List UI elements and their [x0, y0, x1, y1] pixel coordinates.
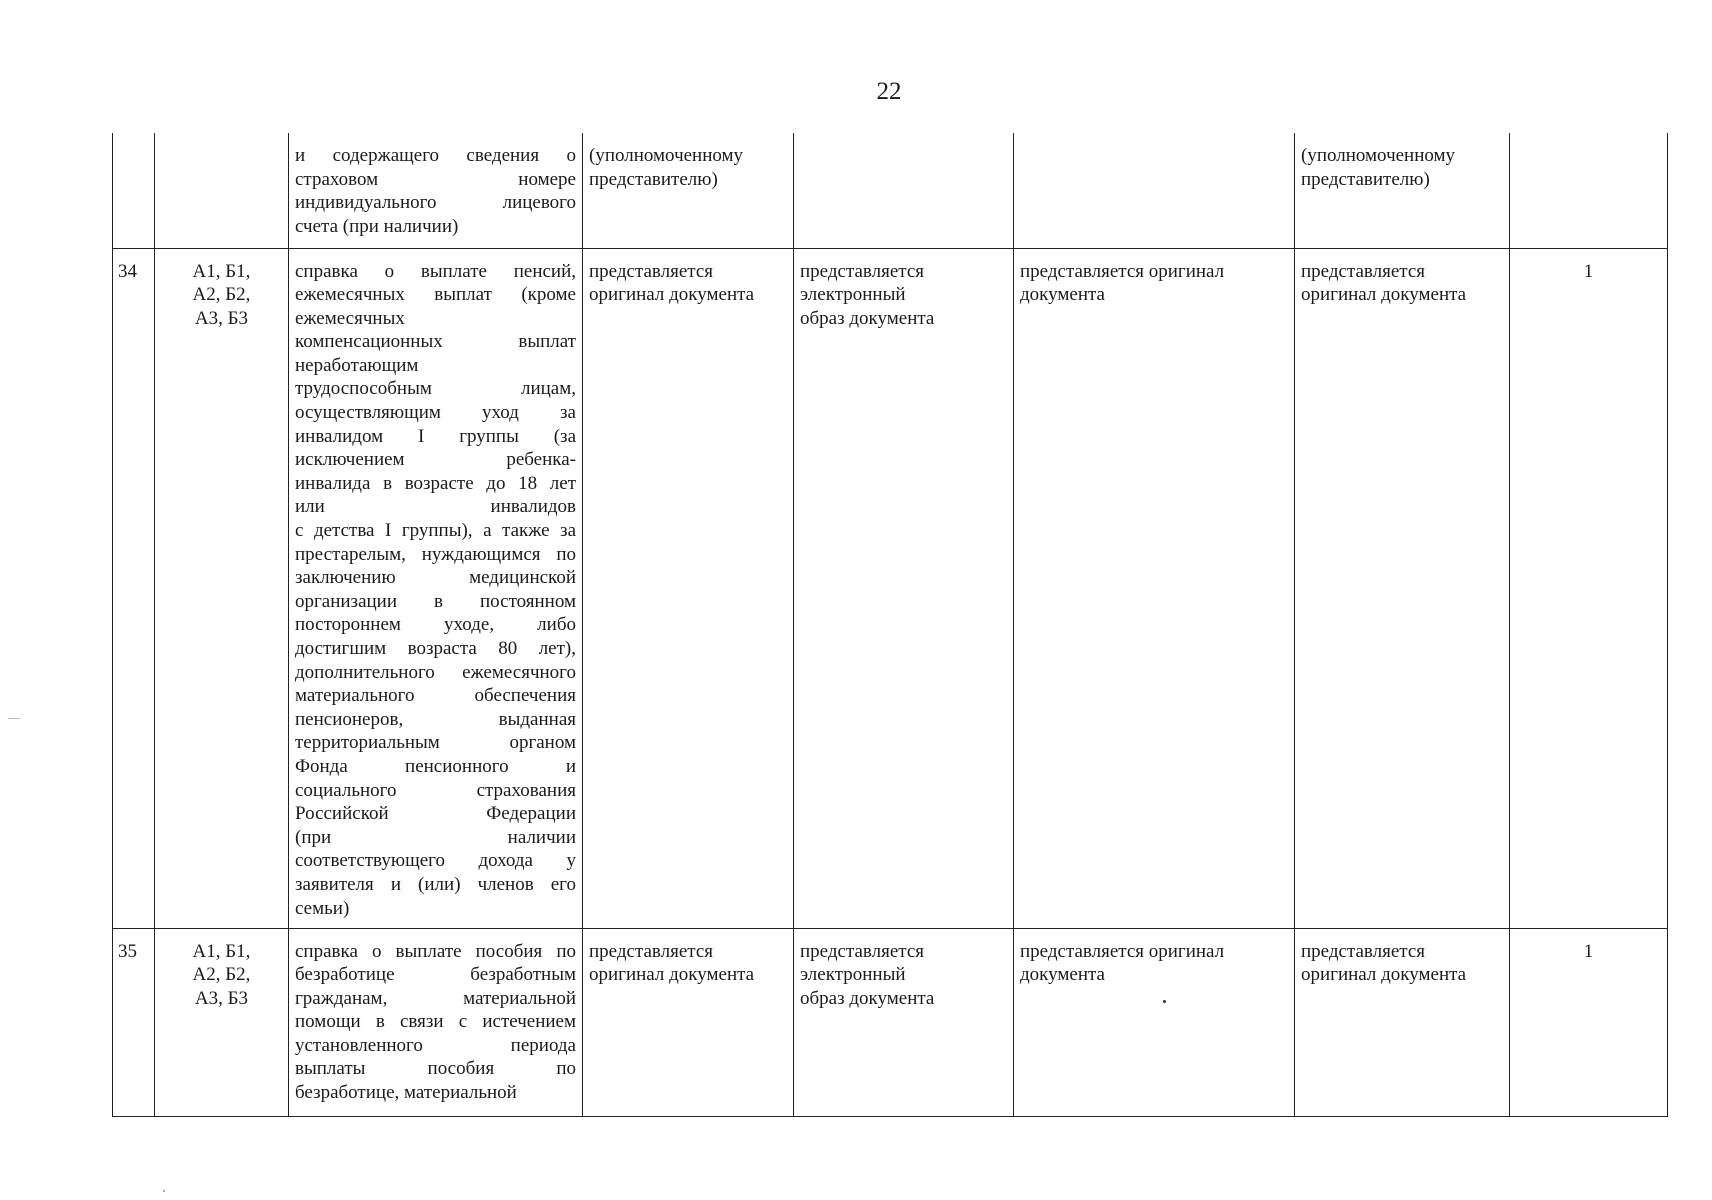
cell-line: территориальным органом: [295, 732, 576, 754]
cell-line: А2, Б2,: [192, 284, 251, 306]
cell-line: документа: [1020, 964, 1105, 986]
cell-line: (уполномоченному: [589, 145, 744, 166]
category-cell: [155, 248, 289, 928]
cell-line: установленного периода: [295, 1034, 576, 1056]
cell-line: представляется: [589, 940, 714, 962]
cell-line: документа: [1020, 284, 1105, 306]
cell-line: представляется: [800, 940, 925, 962]
scan-speck: [163, 1190, 165, 1192]
description-cell: [289, 133, 583, 248]
cell-line: заключению медицинской: [295, 567, 576, 589]
cell-line: достигшим возраста 80 лет),: [295, 638, 576, 659]
quantity-cell: [1510, 928, 1668, 1116]
submission-electronic-cell: [794, 928, 1014, 1116]
cell-line: компенсационных выплат: [295, 331, 576, 353]
cell-line: помощи в связи с истечением: [295, 1011, 576, 1033]
category-cell: [155, 133, 289, 248]
quantity-value: 1: [1583, 940, 1594, 962]
cell-line: оригинал документа: [1301, 964, 1467, 986]
cell-line: престарелым, нуждающимся по: [295, 543, 576, 565]
description-cell: [289, 928, 583, 1116]
cell-line: справка о выплате пенсий,: [295, 260, 576, 282]
cell-line: инвалидом I группы (за: [295, 425, 576, 447]
document-table: [112, 133, 1668, 1117]
cell-line: А3, Б3: [194, 307, 249, 329]
submission-return-cell: [1295, 248, 1510, 928]
cell-line: образ документа: [800, 307, 935, 329]
cell-line: А3, Б3: [194, 987, 249, 1009]
cell-line: пенсионеров, выданная: [295, 708, 576, 730]
cell-line: представителю): [1301, 168, 1430, 190]
cell-line: безработице, материальной: [295, 1082, 517, 1104]
cell-line: Фонда пенсионного и: [295, 755, 576, 777]
submission-return-cell: [1295, 133, 1510, 248]
cell-line: выплаты пособия по: [295, 1058, 576, 1080]
cell-line: представителю): [589, 168, 718, 190]
row-number-cell: [113, 928, 155, 1116]
quantity-cell: [1510, 248, 1668, 928]
cell-line: безработице безработным: [295, 964, 576, 986]
row-number: 35: [118, 940, 137, 962]
submission-mfc-cell: [1014, 133, 1295, 248]
cell-line: А1, Б1,: [192, 260, 251, 282]
cell-line: оригинал документа: [589, 284, 755, 306]
submission-electronic-cell: [794, 133, 1014, 248]
cell-line: неработающим: [295, 354, 419, 376]
cell-line: и содержащего сведения о: [295, 145, 576, 166]
cell-line: (при наличии: [295, 826, 576, 848]
cell-line: (уполномоченному: [1301, 145, 1456, 166]
cell-line: электронный: [800, 964, 906, 986]
cell-line: семьи): [295, 897, 350, 919]
cell-line: представляется: [800, 260, 925, 282]
cell-line: ежемесячных: [295, 307, 405, 329]
cell-line: осуществляющим уход за: [295, 402, 576, 424]
submission-mfc-cell: [1014, 928, 1295, 1116]
table-row: [113, 928, 1668, 1116]
cell-line: или инвалидов: [295, 496, 576, 518]
table-row: [113, 133, 1668, 248]
row-number: 34: [118, 260, 137, 282]
cell-line: исключением ребенка-: [295, 449, 576, 471]
submission-return-cell: [1295, 928, 1510, 1116]
cell-line: представляется: [1301, 260, 1426, 282]
row-number-cell: [113, 133, 155, 248]
cell-line: соответствующего дохода у: [295, 850, 576, 872]
submission-mfc-cell: [1014, 248, 1295, 928]
cell-line: представляется оригинал: [1020, 260, 1225, 282]
cell-line: материального обеспечения: [295, 685, 576, 707]
cell-line: представляется: [589, 260, 714, 282]
cell-line: социального страхования: [295, 779, 576, 801]
cell-line: страховом номере: [295, 168, 576, 190]
submission-applicant-cell: [583, 133, 794, 248]
cell-line: оригинал документа: [589, 964, 755, 986]
cell-line: образ документа: [800, 987, 935, 1009]
cell-line: индивидуального лицевого: [295, 192, 576, 214]
cell-line: заявителя и (или) членов его: [295, 873, 576, 895]
cell-line: представляется: [1301, 940, 1426, 962]
scan-margin-mark: [8, 718, 20, 719]
cell-line: оригинал документа: [1301, 284, 1467, 306]
submission-electronic-cell: [794, 248, 1014, 928]
cell-line: электронный: [800, 284, 906, 306]
row-number-cell: [113, 248, 155, 928]
cell-line: трудоспособным лицам,: [295, 378, 576, 400]
submission-applicant-cell: [583, 928, 794, 1116]
cell-line: счета (при наличии): [295, 215, 459, 237]
table-body: [113, 133, 1668, 1116]
cell-line: с детства I группы), а также за: [295, 520, 576, 542]
cell-line: ежемесячных выплат (кроме: [295, 284, 576, 306]
submission-applicant-cell: [583, 248, 794, 928]
category-cell: [155, 928, 289, 1116]
cell-line: постороннем уходе, либо: [295, 614, 576, 636]
quantity-cell: [1510, 133, 1668, 248]
cell-line: А2, Б2,: [192, 964, 251, 986]
cell-line: Российской Федерации: [295, 803, 576, 825]
cell-line: А1, Б1,: [192, 940, 251, 962]
description-cell: [289, 248, 583, 928]
table-row: [113, 248, 1668, 928]
cell-line: гражданам, материальной: [295, 987, 576, 1009]
cell-line: организации в постоянном: [295, 590, 576, 612]
page-number: 22: [876, 78, 902, 105]
cell-line: инвалида в возрасте до 18 лет: [295, 472, 576, 494]
quantity-value: 1: [1583, 260, 1594, 282]
cell-line: справка о выплате пособия по: [295, 940, 576, 962]
scan-dot-mark: [1163, 1000, 1166, 1003]
cell-line: представляется оригинал: [1020, 940, 1225, 962]
cell-line: дополнительного ежемесячного: [295, 661, 576, 683]
